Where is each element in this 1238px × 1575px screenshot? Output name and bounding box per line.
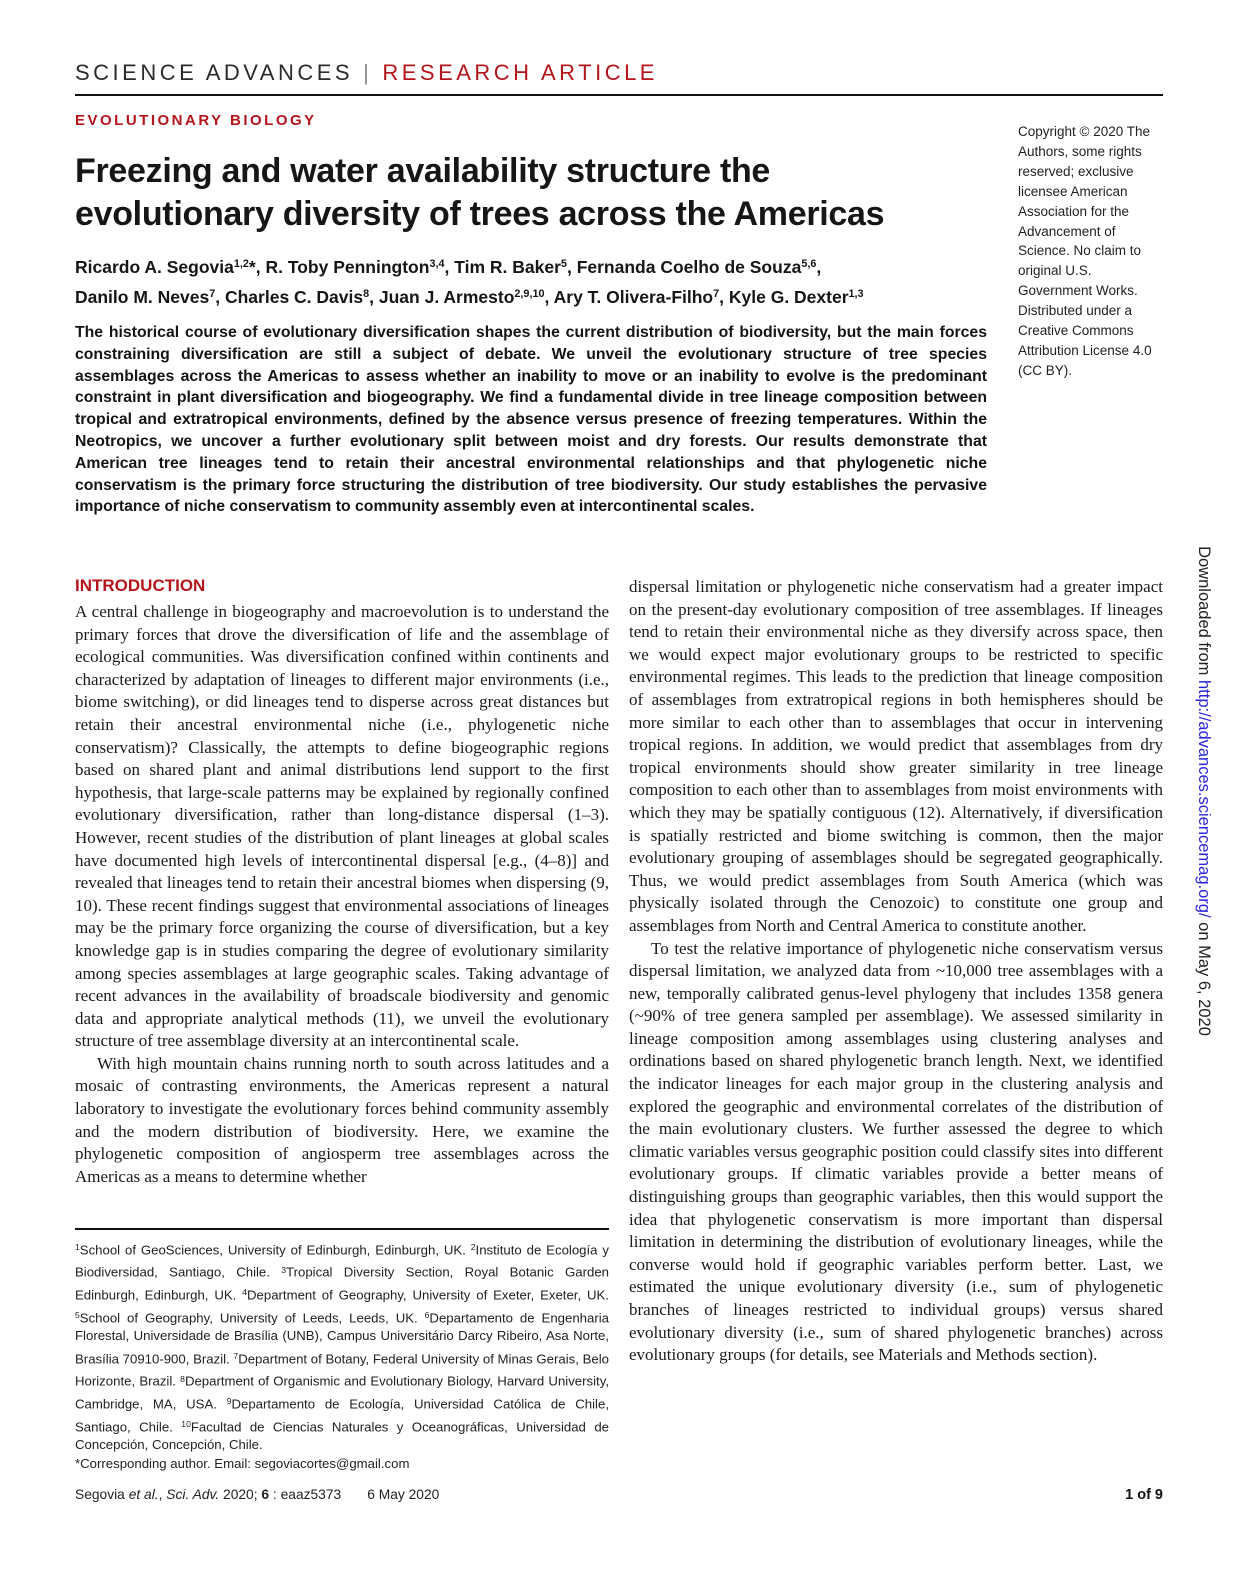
right-column — [629, 576, 1163, 1473]
intro-paragraph-1: A central challenge in biogeography and macroevolution is to understand the primary forces that drove the diversification of life and the assemblage of ecological communities. Was diversification confined within continents and characterized by adaptation of lineages to different major environments (i.e., biome switching), or did lineages tend to disperse across great distances but retain their ancestral environmental niche (i.e., phylogenetic niche conservatism)? Classically, the attempts to define biogeographic regions based on shared plant and animal distributions lend support to the first hypothesis, that large-scale patterns may be explained by regionally confined evolutionary diversification, rather than long-distance dispersal (1–3). However, recent studies of the distribution of plant lineages at global scales have documented high levels of intercontinental dispersal [e.g., (4–8)] and revealed that lineages tend to retain their ancestral biomes when dispersing (9, 10). These recent findings suggest that environmental associations of lineages may be the primary force organizing the course of diversification, but a key knowledge gap is in studies comparing the degree of evolutionary similarity among species assemblages at large geographic scales. Taking advantage of recent advances in the availability of broadscale biodiversity and genomic data and appropriate analytical methods (11), we unveil the evolutionary structure of tree assemblage diversity at an intercontinental scale. — [75, 602, 609, 1051]
page-title-line1: Freezing and water availability structure the — [75, 152, 771, 190]
article-body — [75, 576, 1163, 1473]
abstract-text: The historical course of evolutionary diversification shapes the current distribution of biodiversity, but the main forces constraining diversification are still a subject of debate. We unveil the evolutionary structure of tree species assemblages across the Americas to assess whether an inability to move or an inability to evolve is the predominant constraint in plant diversification and biogeography. We find a fundamental divide in tree lineage composition between tropical and extratropical environments, defined by the absence versus presence of freezing temperatures. Within the Neotropics, we uncover a further evolutionary split between moist and dry forests. Our results demonstrate that American tree lineages tend to retain their ancestral environmental relationships and that phylogenetic niche conservatism is the primary force structuring the distribution of tree biodiversity. Our study establishes the pervasive importance of niche conservatism to community assembly even at intercontinental scales. — [75, 324, 987, 516]
citation-volume: 6 — [261, 1487, 270, 1502]
footer-citation — [75, 1487, 439, 1503]
corresponding-author-line: *Corresponding author. Email: segoviacortes@gmail.com — [75, 1455, 410, 1471]
left-column — [75, 576, 609, 1473]
section-label: EVOLUTIONARY BIOLOGY — [75, 112, 317, 129]
citation-journal: Sci. Adv. — [166, 1487, 220, 1502]
page-title — [75, 150, 1005, 236]
body-paragraph-4: To test the relative importance of phylogenetic niche conservatism versus dispersal limitation, we analyzed data from ~10,000 tree assemblages with a new, temporally calibrated genus-level phylogeny that includes 1358 genera (~90% of tree genera sampled per assemblage). We assessed similarity in lineage composition among assemblages using clustering analyses and ordinations based on shared phylogenetic branch length. Next, we identified the indicator lineages for each major group in the clustering analysis and explored the geographic and environmental correlates of the distribution of the main evolutionary clusters. We further assessed the degree to which climatic variables versus geographic position could classify sites into different evolutionary groups. If climatic variables provide a better means of distinguishing groups than geographic variables, then this would support the idea that phylogenetic conservatism is more important than dispersal limitation in determining the distribution of evolutionary lineages, while the converse would hold if geographic variables perform better. Last, we estimated the unique evolutionary diversity (i.e., sum of phylogenetic branches of lineages restricted to individual groups) versus shared evolutionary diversity (i.e., sum of shared phylogenetic branches) across evolutionary groups (for details, see Materials and Methods section). — [629, 938, 1163, 1365]
intro-paragraph-2: With high mountain chains running north to south across latitudes and a mosaic of contrasting environments, the Americas represent a natural laboratory to investigate the evolutionary forces behind community assembly and the modern distribution of biodiversity. Here, we examine the phylogenetic composition of angiosperm tree assemblages across the Americas as a means to determine whether — [75, 1053, 609, 1186]
copyright-notice: Copyright © 2020 The Authors, some rights reserved; exclusive licensee American Association for the Advancement of Science. No claim to original U.S. Government Works. Distributed under a Creative Commons Attribution License 4.0 (CC BY). — [1018, 124, 1152, 378]
body-paragraph-3: dispersal limitation or phylogenetic niche conservatism had a greater impact on the present-day evolutionary composition of tree assemblages. If lineages tend to retain their environmental niche as they diversify across space, then we would expect major evolutionary groups to be restricted to specific environmental regimes. This leads to the prediction that lineage composition of assemblages from extratropical regions in both hemispheres should be more similar to each other than to assemblages that occur in intervening tropical regions. In addition, we would predict that assemblages from dry tropical environments should show greater similarity in tree lineage composition to each other than to assemblages from moist environments with which they may be spatially contiguous (12). Alternatively, if diversification is spatially restricted and biome switching is common, then the major evolutionary grouping of assemblages should be segregated geographically. Thus, we would predict assemblages from South America (which was physically isolated through the Cenozoic) to constitute one group and assemblages from North and Central America to constitute another. — [629, 577, 1163, 935]
citation-date: 6 May 2020 — [367, 1487, 440, 1502]
download-url-link[interactable]: http://advances.sciencemag.org/ — [1195, 680, 1213, 918]
authors-list: Ricardo A. Segovia$^{1,2}$*, R. Toby Pennington$^{3,4}$, Tim R. Baker$^5$, Fernanda Coelho de Souza$^{5,6}$, Danilo M. Neves$^7$, Charles C. Davis$^8$, Juan J. Armesto$^{2,9,10}$, Ary T. Olivera-Filho$^7$, Kyle G. Dexter$^{1,3}$ — [75, 256, 864, 307]
download-banner-suffix: on May 6, 2020 — [1195, 917, 1213, 1036]
page-number: 1 of 9 — [1125, 1487, 1163, 1503]
journal-name: SCIENCE ADVANCES — [75, 60, 354, 85]
affiliations-text: $^1$School of GeoSciences, University of Edinburgh, Edinburgh, UK. $^2$Instituto de Ecología y Biodiversidad, Santiago, Chile. $^3$Tropical Diversity Section, Royal Botanic Garden Edinburgh, Edinburgh, UK. $^4$Department of Geography, University of Exeter, Exeter, UK. $^5$School of Geography, University of Leeds, Leeds, UK. $^6$Departamento de Engenharia Florestal, Universidade de Brasília (UNB), Campus Universitário Darcy Ribeiro, Asa Norte, Brasília 70910-900, Brazil. $^7$Department of Botany, Federal University of Minas Gerais, Belo Horizonte, Brazil. $^8$Department of Organismic and Evolutionary Biology, Harvard University, Cambridge, MA, USA. $^9$Departamento de Ecología, Universidad Católica de Chile, Santiago, Chile. $^{10}$Facultad de Ciencias Naturales y Oceanográficas, Universidad de Concepción, Concepción, Chile. — [75, 1241, 609, 1453]
article-type-label: RESEARCH ARTICLE — [382, 60, 658, 85]
download-banner — [1191, 521, 1213, 1061]
page-title-line2: evolutionary diversity of trees across the Americas — [75, 195, 885, 233]
masthead-separator: | — [363, 60, 373, 85]
download-banner-prefix: Downloaded from — [1195, 546, 1213, 680]
footnote-block — [75, 1228, 609, 1473]
citation-author: Segovia — [75, 1487, 129, 1502]
masthead — [75, 60, 1163, 86]
masthead-rule — [75, 94, 1163, 96]
citation-etal: et al. — [128, 1487, 159, 1502]
footnote-rule — [75, 1228, 609, 1230]
citation-article-id: : eaaz5373 — [269, 1487, 342, 1502]
citation-year: 2020; — [219, 1487, 262, 1502]
page-footer — [75, 1487, 1163, 1503]
citation-separator: , — [158, 1487, 167, 1502]
introduction-heading: INTRODUCTION — [75, 576, 206, 595]
